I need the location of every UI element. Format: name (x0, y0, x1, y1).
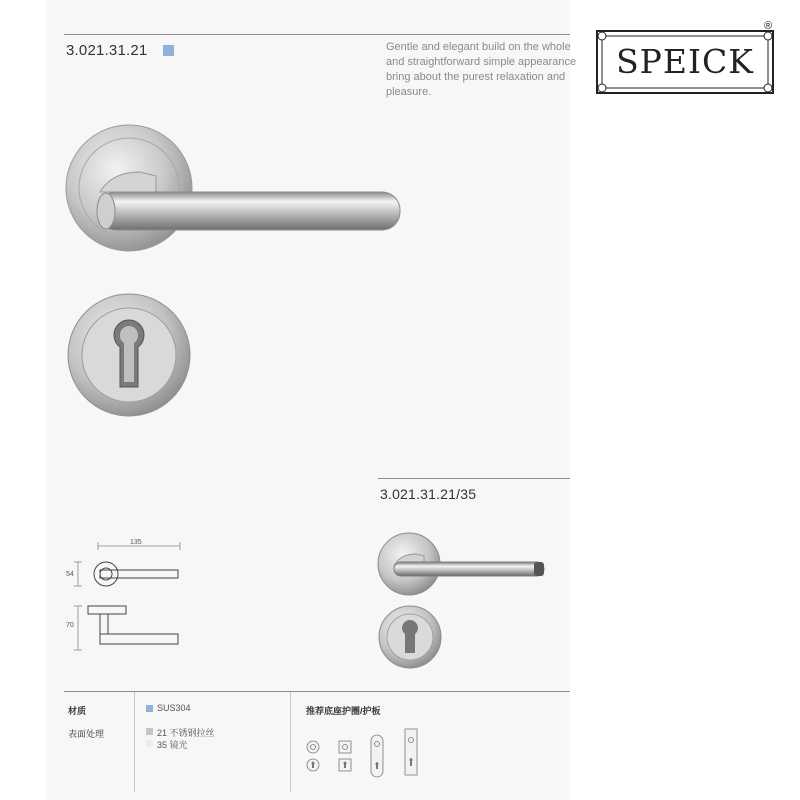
product-code: 3.021.31.21 (66, 42, 148, 59)
technical-drawing (56, 536, 206, 666)
finish-label: 表面处理 (68, 729, 105, 739)
dimension-rose-height: 54 (66, 571, 74, 578)
variant-escutcheon-image (378, 605, 448, 675)
description-line: and straightforward simple appearance (386, 56, 577, 68)
recommended-label: 推荐底座护圈/护板 (306, 706, 381, 716)
brand-logo (596, 30, 774, 94)
spec-rule (64, 691, 570, 692)
material-swatch (146, 705, 153, 712)
finish-option: 35 镜光 (157, 740, 188, 750)
spec-divider (134, 692, 135, 792)
long-backplate-icon (404, 728, 420, 778)
rounded-backplate-icon (370, 734, 386, 780)
header-rule (64, 34, 570, 35)
dimension-depth: 70 (66, 622, 74, 629)
description-line: Gentle and elegant build on the whole (386, 41, 571, 53)
round-rose-icon (306, 740, 322, 756)
round-escutcheon-icon (306, 758, 322, 774)
escutcheon-image (66, 292, 196, 422)
material-value: SUS304 (157, 703, 191, 713)
spec-divider (290, 692, 291, 792)
color-swatch (163, 45, 174, 56)
variant-code: 3.021.31.21/35 (380, 486, 477, 502)
square-escutcheon-icon (338, 758, 354, 774)
brand-name: SPEICK (616, 42, 754, 81)
registered-mark: ® (764, 20, 773, 32)
product-description (386, 40, 576, 100)
brushed-swatch (146, 728, 153, 735)
lever-handle-image (60, 120, 480, 300)
variant-rule (378, 478, 570, 479)
dimension-length: 135 (130, 539, 142, 546)
description-line: bring about the purest relaxation and (386, 71, 566, 83)
description-line: pleasure. (386, 86, 432, 98)
finish-option: 21 不锈钢拉丝 (157, 728, 215, 738)
mirror-swatch (146, 740, 153, 747)
square-rose-icon (338, 740, 354, 756)
variant-handle-image (376, 532, 556, 602)
material-label: 材质 (68, 706, 87, 716)
